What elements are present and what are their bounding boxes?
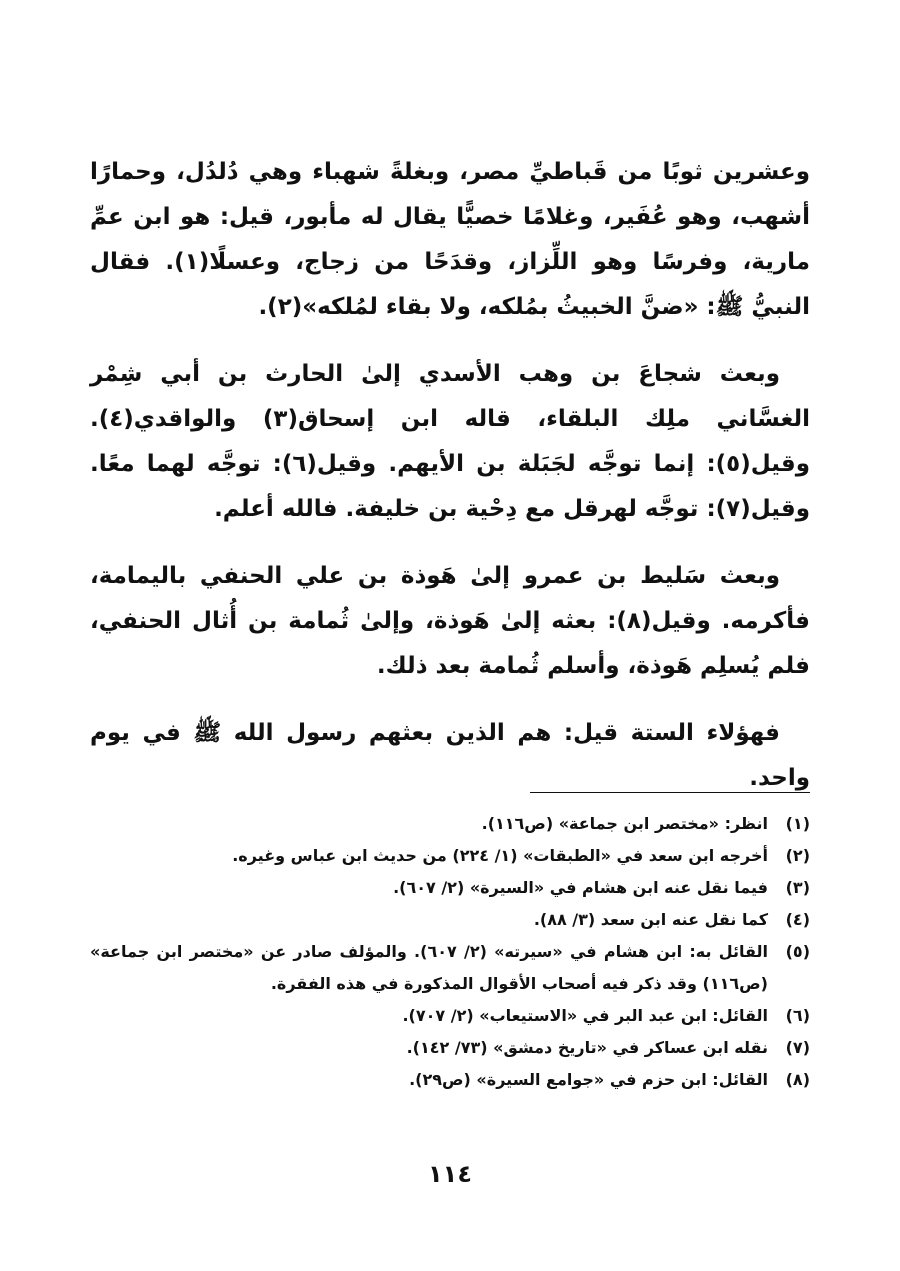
footnote-text: كما نقل عنه ابن سعد (٣/ ٨٨). [533,910,768,929]
footnote-number: (٣) [785,878,810,897]
footnote-text: فيما نقل عنه ابن هشام في «السيرة» (٢/ ٦٠٧). [393,878,768,897]
footnote [90,1032,810,1064]
footnote-number: (٢) [785,846,810,865]
footnote-text: القائل به: ابن هشام في «سيرته» (٢/ ٦٠٧). والمؤلف صادر عن «مختصر ابن جماعة» (ص١١٦) وقد ذكر فيه أصحاب الأقوال المذكورة في هذه الفقرة. [90,942,769,993]
footnote [90,840,810,872]
footnote-number: (٦) [785,1006,810,1025]
footnote-number: (٤) [785,910,810,929]
footnote [90,872,810,904]
footnote-text: نقله ابن عساكر في «تاريخ دمشق» (٧٣/ ١٤٢). [406,1038,768,1057]
footnote-text: القائل: ابن حزم في «جوامع السيرة» (ص٢٩). [409,1070,768,1089]
footnote-separator [530,792,810,793]
footnote-number: (٨) [785,1070,810,1089]
footnote-number: (٥) [785,942,810,961]
footnote [90,904,810,936]
footnote-number: (١) [785,814,810,833]
footnote-text: القائل: ابن عبد البر في «الاستيعاب» (٢/ ٧٠٧). [402,1006,768,1025]
main-text [90,150,810,823]
footnote [90,808,810,840]
paragraph-1: وعشرين ثوبًا من قَباطيِّ مصر، وبغلةً شهباء وهي دُلدُل، وحمارًا أشهب، وهو عُفَير، وغلامًا خصيًّا يقال له مأبور، قيل: هو ابن عمِّ مارية، وفرسًا وهو اللِّزاز، وقدَحًا من زجاج، وعسلًا(١). فقال النبيُّ ﷺ: «ضنَّ الخبيثُ بمُلكه، ولا بقاء لمُلكه»(٢). [90,159,810,320]
footnote [90,1064,810,1096]
footnotes-list [90,808,810,1096]
footnote [90,936,810,1000]
footnote [90,1000,810,1032]
paragraph-3: وبعث سَليط بن عمرو إلىٰ هَوذة بن علي الحنفي باليمامة، فأكرمه. وقيل(٨): بعثه إلىٰ هَوذة، وإلىٰ ثُمامة بن أُثال الحنفي، فلم يُسلِم هَوذة، وأسلم ثُمامة بعد ذلك. [90,563,810,679]
paragraph-2: وبعث شجاعَ بن وهب الأسدي إلىٰ الحارث بن أبي شِمْر الغسَّاني ملِك البلقاء، قاله ابن إسحاق(٣) والواقدي(٤). وقيل(٥): إنما توجَّه لجَبَلة بن الأيهم. وقيل(٦): توجَّه لهما معًا. وقيل(٧): توجَّه لهرقل مع دِحْية بن خليفة. فالله أعلم. [90,361,810,522]
footnote-number: (٧) [785,1038,810,1057]
footnote-text: أخرجه ابن سعد في «الطبقات» (١/ ٢٢٤) من حديث ابن عباس وغيره. [232,846,768,865]
page-number: ١١٤ [428,1160,472,1188]
footnote-text: انظر: «مختصر ابن جماعة» (ص١١٦). [481,814,768,833]
paragraph-4: فهؤلاء الستة قيل: هم الذين بعثهم رسول الله ﷺ في يوم واحد. [90,720,810,791]
